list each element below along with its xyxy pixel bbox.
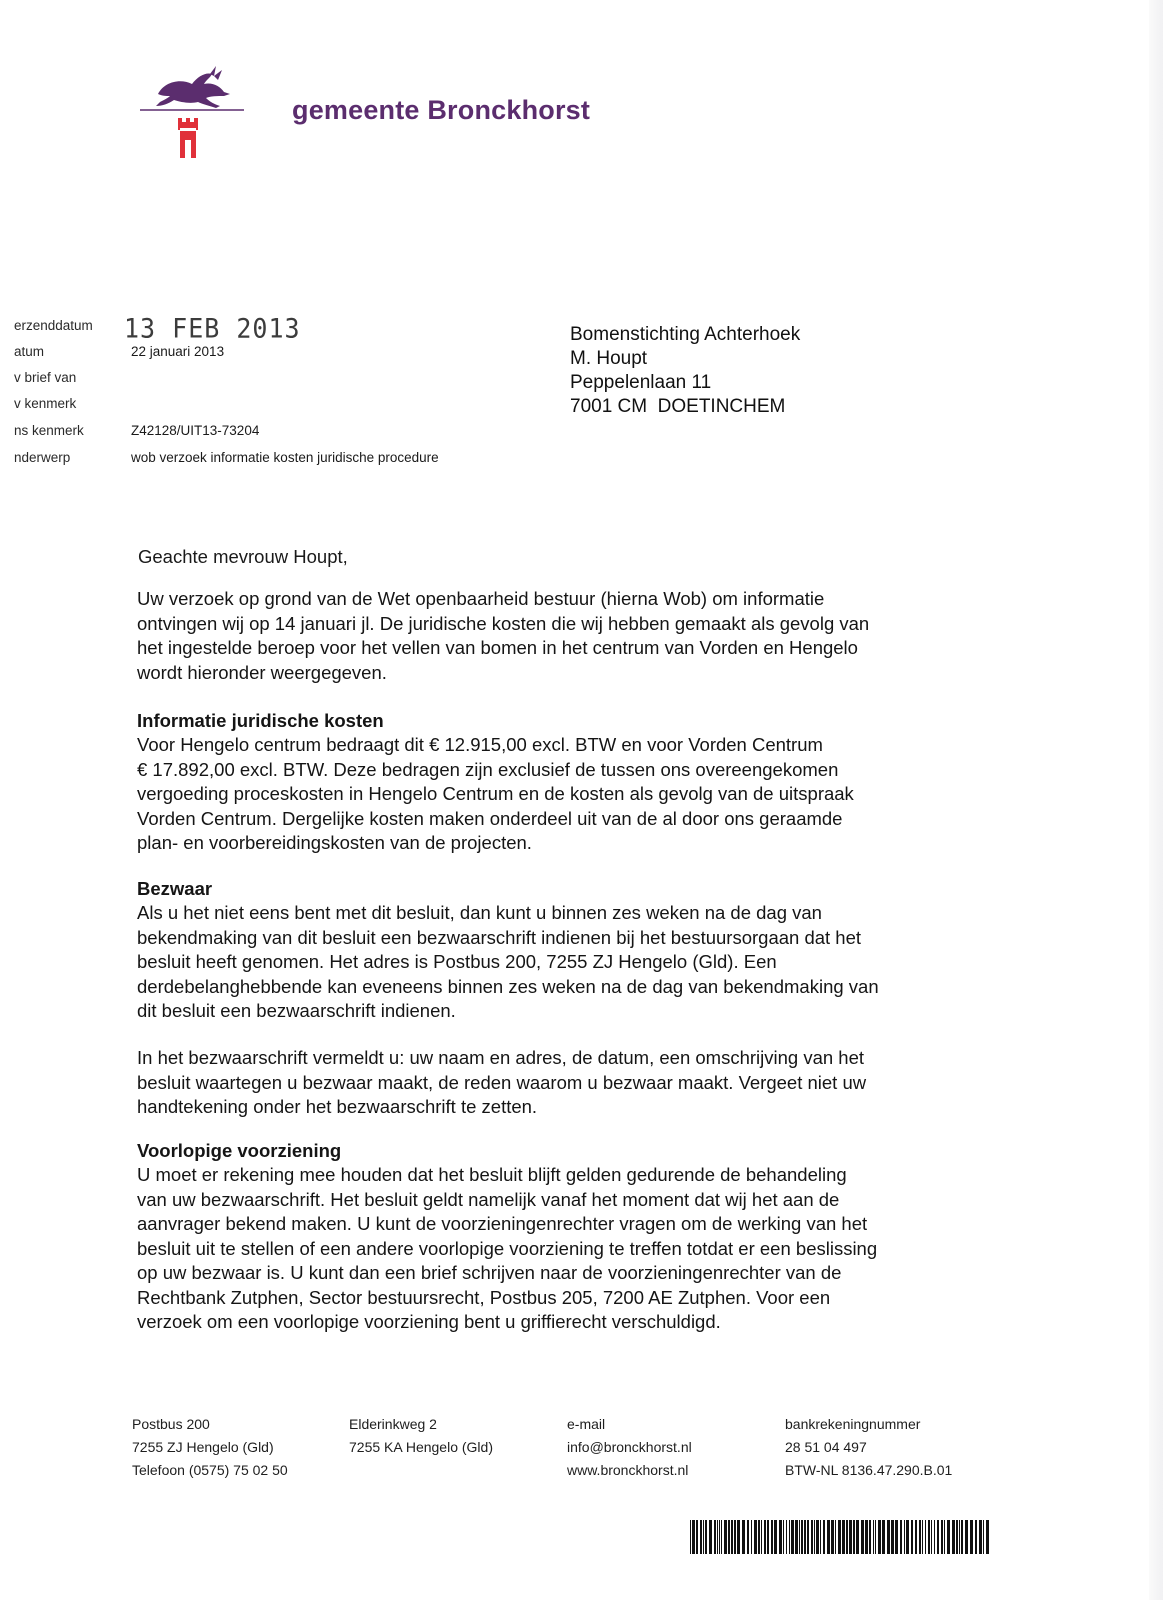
text-line: Vorden Centrum. Dergelijke kosten maken onderdeel uit van de al door ons geraamde xyxy=(137,807,843,829)
barcode-bar xyxy=(873,1520,874,1554)
brand-name: gemeente Bronckhorst xyxy=(292,95,591,125)
barcode-bar xyxy=(915,1520,917,1554)
footer-line: 7255 ZJ Hengelo (Gld) xyxy=(132,1439,274,1455)
barcode-bar xyxy=(791,1520,794,1554)
barcode-bar xyxy=(747,1520,749,1554)
footer-email[interactable]: info@bronckhorst.nl xyxy=(567,1439,692,1455)
section-paragraph-voorziening xyxy=(137,1163,1017,1335)
text-line: besluit waartegen u bezwaar maakt, de reden waarom u bezwaar maakt. Vergeet niet uw xyxy=(137,1071,867,1093)
barcode-bar xyxy=(900,1520,902,1554)
text-line: derdebelanghebbende kan eveneens binnen zes weken na de dag van bekendmaking van xyxy=(137,975,879,997)
barcode-bar xyxy=(944,1520,945,1554)
barcode-bar xyxy=(696,1520,698,1554)
barcode-bar xyxy=(842,1520,845,1554)
hare-and-tower-logo xyxy=(140,62,260,172)
barcode-bar xyxy=(771,1520,773,1554)
text-line: op uw bezwaar is. U kunt dan een brief schrijven naar de voorzieningenrechter van de xyxy=(137,1262,842,1283)
barcode-bar xyxy=(703,1520,704,1554)
barcode-bar xyxy=(719,1520,720,1554)
barcode-bar xyxy=(983,1520,984,1554)
barcode-bar xyxy=(761,1520,762,1554)
barcode-bar xyxy=(937,1520,939,1554)
barcode-bar xyxy=(882,1520,885,1554)
address-line: Bomenstichting Achterhoek xyxy=(570,324,801,345)
footer-line: Telefoon (0575) 75 02 50 xyxy=(132,1462,288,1478)
barcode-bar xyxy=(925,1520,926,1554)
text-line: van uw bezwaarschrift. Het besluit geldt namelijk vanaf het moment dat wij het aan de xyxy=(137,1188,840,1210)
barcode-bar xyxy=(767,1520,769,1554)
barcode-bar xyxy=(804,1520,806,1554)
barcode-bar xyxy=(869,1520,871,1554)
page-edge xyxy=(1149,0,1163,1600)
section-heading-kosten: Informatie juridische kosten xyxy=(137,710,384,731)
barcode-bar xyxy=(779,1520,782,1554)
text-line: aanvrager bekend maken. U kunt de voorzieningenrechter vragen om de werking van het xyxy=(137,1213,868,1234)
text-line: handtekening onder het bezwaarschrift te zetten. xyxy=(137,1096,538,1117)
barcode-bar xyxy=(856,1520,859,1554)
barcode-bar xyxy=(807,1520,809,1554)
barcode-bar xyxy=(783,1520,784,1554)
text-line: ontvingen wij op 14 januari jl. De juridische kosten die wij hebben gemaakt als gevolg van xyxy=(137,612,870,634)
text-line: € 17.892,00 excl. BTW. Deze bedragen zijn exclusief de tussen ons overeengekomen xyxy=(137,758,839,780)
barcode-bar xyxy=(906,1520,909,1554)
barcode-bar xyxy=(827,1520,830,1554)
barcode-bar xyxy=(709,1520,712,1554)
date-stamp: 13 FEB 2013 xyxy=(124,313,301,344)
barcode-bar xyxy=(774,1520,777,1554)
barcode-bar xyxy=(705,1520,707,1554)
footer-line: e-mail xyxy=(567,1416,606,1432)
barcode-bar xyxy=(721,1520,722,1554)
barcode-bar xyxy=(891,1520,894,1554)
meta-label-datum: atum xyxy=(14,344,45,359)
barcode-bar xyxy=(731,1520,733,1554)
barcode-bar xyxy=(853,1520,855,1554)
footer-line: bankrekeningnummer xyxy=(785,1416,921,1432)
barcode-bar xyxy=(965,1520,968,1554)
barcode-bar xyxy=(849,1520,852,1554)
text-line: het ingestelde beroep voor het vellen van bomen in het centrum van Vorden en Hengelo xyxy=(137,637,858,658)
barcode-bar xyxy=(846,1520,848,1554)
footer-postal xyxy=(132,1413,288,1482)
barcode-bar xyxy=(947,1520,950,1554)
barcode-bar xyxy=(811,1520,813,1554)
barcode-bar xyxy=(754,1520,757,1554)
barcode-bar xyxy=(970,1520,973,1554)
barcode-bar xyxy=(742,1520,745,1554)
barcode-bar xyxy=(799,1520,800,1554)
meta-value-datum: 22 januari 2013 xyxy=(131,344,225,359)
barcode-bar xyxy=(919,1520,921,1554)
barcode-bar xyxy=(956,1520,958,1554)
salutation: Geachte mevrouw Houpt, xyxy=(138,546,348,567)
barcode-bar xyxy=(875,1520,876,1554)
barcode-bar xyxy=(911,1520,913,1554)
barcode-bar xyxy=(764,1520,766,1554)
barcode-bar xyxy=(895,1520,898,1554)
barcode-icon xyxy=(690,1520,990,1554)
meta-label-uw-kenmerk: v kenmerk xyxy=(14,396,77,411)
barcode-bar xyxy=(700,1520,702,1554)
section-heading-voorziening: Voorlopige voorziening xyxy=(137,1140,342,1161)
footer-line: Elderinkweg 2 xyxy=(349,1416,437,1432)
text-line: dit besluit een bezwaarschrift indienen. xyxy=(137,1000,456,1021)
footer-visit xyxy=(349,1413,493,1459)
barcode-bar xyxy=(816,1520,819,1554)
barcode-bar xyxy=(690,1520,691,1554)
barcode-bar xyxy=(692,1520,695,1554)
barcode-bar xyxy=(865,1520,868,1554)
barcode-bar xyxy=(724,1520,727,1554)
footer-contact xyxy=(567,1413,692,1482)
section-paragraph-bezwaar xyxy=(137,901,1017,1024)
barcode-bar xyxy=(959,1520,960,1554)
barcode-bar xyxy=(941,1520,943,1554)
footer-line: 28 51 04 497 xyxy=(785,1439,867,1455)
barcode-bar xyxy=(838,1520,841,1554)
meta-label-onderwerp: nderwerp xyxy=(14,450,71,465)
barcode-bar xyxy=(820,1520,821,1554)
text-line: bekendmaking van dit besluit een bezwaarschrift indienen bij het bestuursorgaan dat het xyxy=(137,926,862,948)
text-line: Uw verzoek op grond van de Wet openbaarheid bestuur (hierna Wob) om informatie xyxy=(137,588,825,609)
barcode-bar xyxy=(751,1520,752,1554)
barcode-bar xyxy=(795,1520,798,1554)
meta-value-onderwerp: wob verzoek informatie kosten juridische procedure xyxy=(131,450,439,465)
address-line: 7001 CM DOETINCHEM xyxy=(570,396,786,417)
footer-website[interactable]: www.bronckhorst.nl xyxy=(567,1462,689,1478)
text-line: Als u het niet eens bent met dit besluit, dan kunt u binnen zes weken na de dag van xyxy=(137,902,822,923)
text-line: verzoek om een voorlopige voorziening bent u griffierecht verschuldigd. xyxy=(137,1311,721,1332)
barcode-bar xyxy=(814,1520,815,1554)
address-line: M. Houpt xyxy=(570,348,648,369)
text-line: wordt hieronder weergegeven. xyxy=(137,661,387,683)
barcode-bar xyxy=(887,1520,890,1554)
barcode-bar xyxy=(717,1520,718,1554)
barcode-bar xyxy=(928,1520,930,1554)
text-line: U moet er rekening mee houden dat het besluit blijft gelden gedurende de behandeling xyxy=(137,1164,847,1185)
meta-label-verzenddatum: erzenddatum xyxy=(14,318,93,333)
footer-bank xyxy=(785,1413,952,1482)
barcode-bar xyxy=(975,1520,977,1554)
barcode-bar xyxy=(831,1520,834,1554)
barcode-bar xyxy=(934,1520,935,1554)
barcode-bar xyxy=(714,1520,716,1554)
barcode-bar xyxy=(758,1520,760,1554)
footer-line: BTW-NL 8136.47.290.B.01 xyxy=(785,1462,953,1478)
meta-value-ons-kenmerk: Z42128/UIT13-73204 xyxy=(131,423,260,438)
barcode-bar xyxy=(861,1520,864,1554)
footer-line: Postbus 200 xyxy=(132,1416,210,1432)
text-line: plan- en voorbereidingskosten van de projecten. xyxy=(137,832,532,853)
barcode-bar xyxy=(737,1520,740,1554)
barcode-bar xyxy=(801,1520,803,1554)
text-line: besluit uit te stellen of een andere voorlopige voorziening te treffen totdat er een beslissing xyxy=(137,1237,878,1259)
barcode-bar xyxy=(922,1520,923,1554)
barcode-bar xyxy=(835,1520,836,1554)
text-line: Voor Hengelo centrum bedraagt dit € 12.915,00 excl. BTW en voor Vorden Centrum xyxy=(137,734,823,755)
meta-label-ons-kenmerk: ns kenmerk xyxy=(14,423,84,438)
text-line: vergoeding proceskosten in Hengelo Centrum en de kosten als gevolg van de uitspraak xyxy=(137,783,854,804)
barcode-bar xyxy=(931,1520,932,1554)
barcode-bar xyxy=(786,1520,787,1554)
barcode-bar xyxy=(728,1520,730,1554)
barcode-bar xyxy=(986,1520,989,1554)
text-line: In het bezwaarschrift vermeldt u: uw naam en adres, de datum, een omschrijving van het xyxy=(137,1047,865,1068)
barcode-bar xyxy=(823,1520,825,1554)
barcode-bar xyxy=(734,1520,736,1554)
recipient-address xyxy=(570,323,800,419)
barcode-bar xyxy=(878,1520,881,1554)
barcode-bar xyxy=(904,1520,905,1554)
section-paragraph-kosten xyxy=(137,733,1017,856)
text-line: Rechtbank Zutphen, Sector bestuursrecht, Postbus 205, 7200 AE Zutphen. Voor een xyxy=(137,1286,831,1308)
footer-line: 7255 KA Hengelo (Gld) xyxy=(349,1439,493,1455)
section-heading-bezwaar: Bezwaar xyxy=(137,878,213,899)
intro-paragraph xyxy=(137,587,1017,685)
section-paragraph-bezwaarschrift xyxy=(137,1046,1017,1120)
barcode-bar xyxy=(789,1520,790,1554)
address-line: Peppelenlaan 11 xyxy=(570,372,712,393)
barcode-bar xyxy=(952,1520,955,1554)
barcode-bar xyxy=(979,1520,982,1554)
text-line: besluit heeft genomen. Het adres is Postbus 200, 7255 ZJ Hengelo (Gld). Een xyxy=(137,951,777,972)
barcode-bar xyxy=(961,1520,963,1554)
meta-label-brief-van: v brief van xyxy=(14,370,77,385)
